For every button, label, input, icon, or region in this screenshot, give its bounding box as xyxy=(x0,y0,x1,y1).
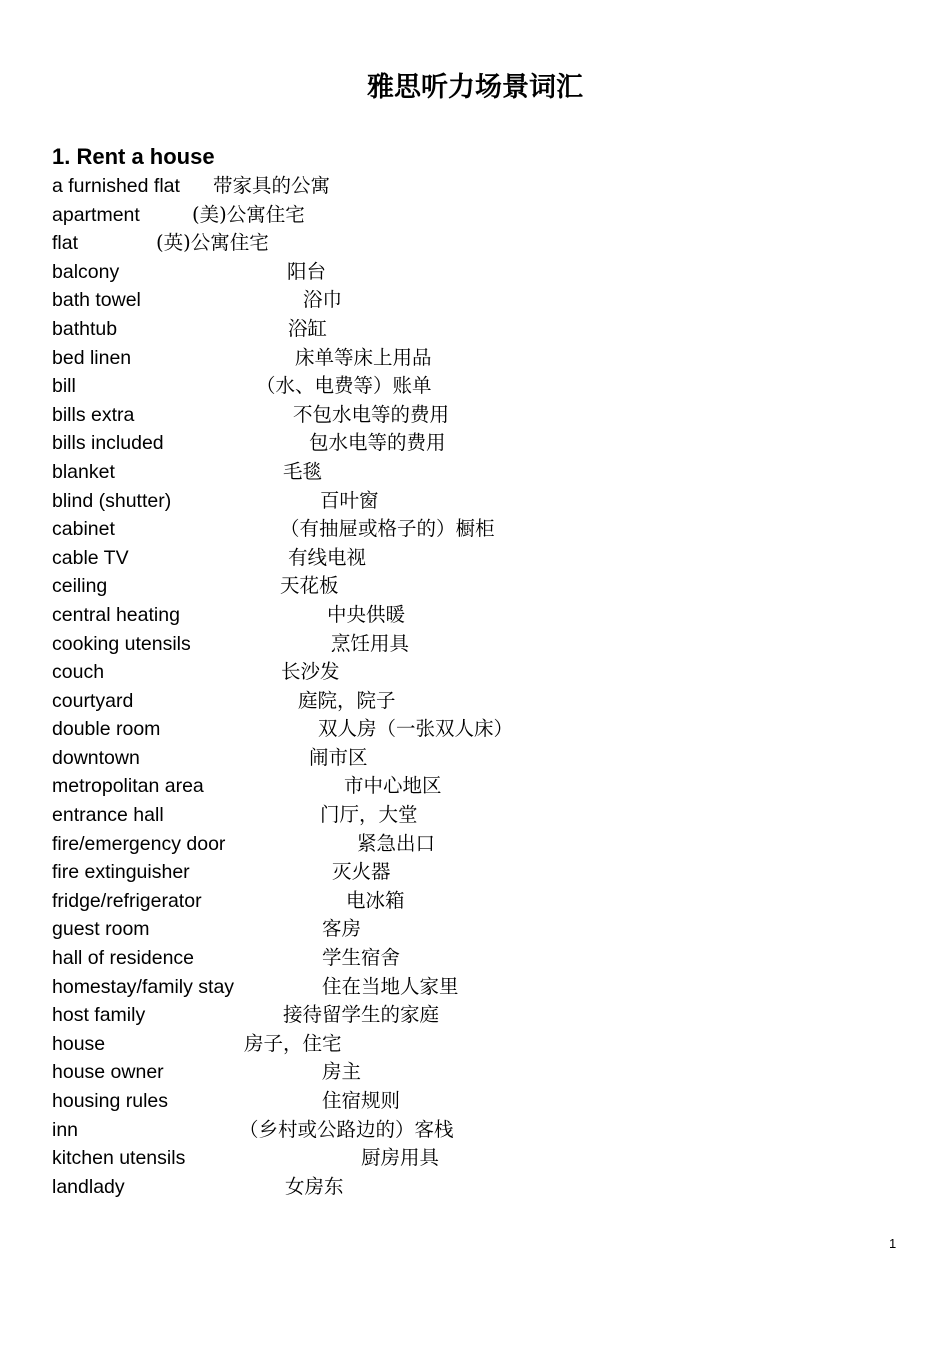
vocab-gloss: 灭火器 xyxy=(332,860,391,884)
vocab-term: house owner xyxy=(52,1061,164,1084)
vocab-term: a furnished flat xyxy=(52,175,180,197)
vocab-term: fire extinguisher xyxy=(52,861,190,884)
vocab-gloss: 庭院，院子 xyxy=(298,688,396,712)
vocab-term: apartment xyxy=(52,203,140,226)
vocab-entry xyxy=(52,258,912,287)
vocab-term: house xyxy=(52,1032,106,1055)
vocab-gloss: (英)公寓住宅 xyxy=(156,231,269,255)
vocab-gloss: 有线电视 xyxy=(288,545,367,569)
vocab-gloss: 住在当地人家里 xyxy=(322,974,459,998)
vocab-entry xyxy=(52,1058,912,1087)
vocab-term: double room xyxy=(52,718,161,741)
vocab-term: blanket xyxy=(52,460,115,483)
vocab-gloss: (美)公寓住宅 xyxy=(192,202,305,226)
vocab-entry xyxy=(52,172,912,201)
vocab-gloss: 紧急出口 xyxy=(357,831,436,855)
vocab-entry xyxy=(52,801,912,830)
vocab-entry xyxy=(52,1144,912,1173)
vocab-gloss: 浴巾 xyxy=(303,288,343,312)
vocab-entry xyxy=(52,915,912,944)
vocab-term: downtown xyxy=(52,746,140,769)
vocab-gloss: 长沙发 xyxy=(281,660,340,684)
vocab-term: fire/emergency door xyxy=(52,832,226,855)
vocab-term: flat xyxy=(52,232,79,255)
vocab-entry xyxy=(52,1030,912,1059)
vocab-entry xyxy=(52,401,912,430)
vocab-term: balcony xyxy=(52,260,120,283)
vocab-term: hall of residence xyxy=(52,947,195,970)
vocab-term: bills extra xyxy=(52,403,135,426)
vocab-gloss: 学生宿舍 xyxy=(322,946,401,970)
vocab-gloss: （水、电费等）账单 xyxy=(256,374,432,398)
vocab-entry xyxy=(52,201,912,230)
vocab-gloss: 客房 xyxy=(322,917,362,941)
vocab-entry xyxy=(52,515,912,544)
vocab-entry xyxy=(52,544,912,573)
vocab-gloss: 不包水电等的费用 xyxy=(293,402,450,426)
vocab-gloss: 带家具的公寓 xyxy=(213,174,331,197)
vocabulary-list xyxy=(52,172,912,1201)
vocab-gloss: 床单等床上用品 xyxy=(295,345,432,369)
vocab-gloss: 市中心地区 xyxy=(344,774,442,798)
vocab-entry xyxy=(52,1173,912,1202)
document-title: 雅思听力场景词汇 xyxy=(367,72,583,103)
vocab-term: bathtub xyxy=(52,317,118,340)
vocab-term: entrance hall xyxy=(52,804,164,827)
vocab-term: homestay/family stay xyxy=(52,975,235,998)
vocab-entry xyxy=(52,973,912,1002)
vocab-entry xyxy=(52,372,912,401)
vocab-term: central heating xyxy=(52,603,180,626)
vocab-term: bed linen xyxy=(52,346,132,369)
vocab-gloss: 包水电等的费用 xyxy=(309,431,446,455)
vocab-gloss: 接待留学生的家庭 xyxy=(283,1003,440,1027)
vocab-gloss: 女房东 xyxy=(285,1174,344,1198)
vocab-term: bath towel xyxy=(52,289,141,312)
vocab-entry xyxy=(52,315,912,344)
vocab-term: bill xyxy=(52,375,76,398)
vocab-gloss: 房主 xyxy=(322,1060,362,1084)
vocab-term: housing rules xyxy=(52,1090,168,1112)
vocab-entry xyxy=(52,429,912,458)
vocab-gloss: 门厅，大堂 xyxy=(320,803,418,827)
vocab-entry xyxy=(52,715,912,744)
vocab-entry xyxy=(52,1116,912,1145)
vocab-gloss: （有抽屉或格子的）橱柜 xyxy=(280,517,495,541)
vocab-gloss: 阳台 xyxy=(287,259,327,283)
vocab-entry xyxy=(52,887,912,916)
vocab-term: courtyard xyxy=(52,689,134,712)
vocab-term: kitchen utensils xyxy=(52,1147,186,1170)
vocab-entry xyxy=(52,229,912,258)
vocab-term: host family xyxy=(52,1004,146,1027)
page-number: 1 xyxy=(889,1236,897,1251)
vocab-gloss: 天花板 xyxy=(280,574,339,598)
vocab-entry xyxy=(52,1001,912,1030)
vocab-gloss: 中央供暖 xyxy=(327,602,406,626)
section-heading: 1. Rent a house xyxy=(52,144,215,169)
vocab-entry xyxy=(52,858,912,887)
vocab-entry xyxy=(52,772,912,801)
vocab-entry xyxy=(52,658,912,687)
vocab-entry xyxy=(52,487,912,516)
vocab-term: inn xyxy=(52,1118,79,1141)
vocab-term: ceiling xyxy=(52,575,108,598)
vocab-entry xyxy=(52,601,912,630)
vocab-term: bills included xyxy=(52,432,164,455)
vocab-term: metropolitan area xyxy=(52,775,204,798)
vocab-entry xyxy=(52,630,912,659)
vocab-gloss: 厨房用具 xyxy=(361,1146,440,1170)
vocab-gloss: 双人房（一张双人床） xyxy=(318,717,514,741)
vocab-term: couch xyxy=(52,661,105,684)
vocab-gloss: 房子，住宅 xyxy=(244,1031,342,1055)
vocab-entry xyxy=(52,1087,912,1116)
vocab-term: landlady xyxy=(52,1175,125,1198)
vocab-entry xyxy=(52,344,912,373)
vocab-entry xyxy=(52,572,912,601)
vocab-gloss: 闹市区 xyxy=(309,745,368,769)
vocab-entry xyxy=(52,744,912,773)
vocab-gloss: （乡村或公路边的）客栈 xyxy=(239,1117,454,1141)
vocab-gloss: 浴缸 xyxy=(288,316,328,340)
vocab-gloss: 毛毯 xyxy=(283,459,323,483)
vocab-term: cooking utensils xyxy=(52,632,191,655)
vocab-entry xyxy=(52,830,912,859)
vocab-entry xyxy=(52,944,912,973)
vocab-term: fridge/refrigerator xyxy=(52,889,202,912)
vocab-term: guest room xyxy=(52,918,150,941)
vocab-term: cabinet xyxy=(52,518,115,541)
vocab-term: cable TV xyxy=(52,546,129,569)
vocab-entry xyxy=(52,286,912,315)
vocab-gloss: 住宿规则 xyxy=(322,1089,401,1112)
vocab-entry xyxy=(52,458,912,487)
vocab-gloss: 电冰箱 xyxy=(346,888,405,912)
vocab-entry xyxy=(52,687,912,716)
vocab-gloss: 百叶窗 xyxy=(320,488,379,512)
vocab-term: blind (shutter) xyxy=(52,489,172,512)
vocab-gloss: 烹饪用具 xyxy=(331,631,410,655)
